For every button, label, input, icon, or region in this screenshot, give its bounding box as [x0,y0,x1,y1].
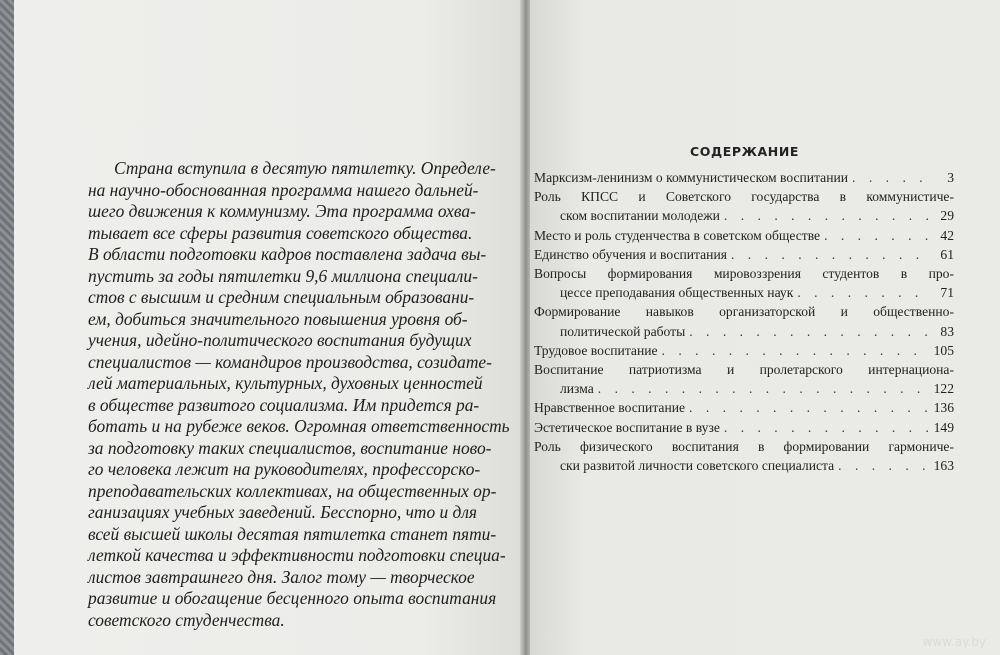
toc-entry-title: Единство обучения и воспитания [534,246,727,262]
toc-entry-line [534,264,954,283]
toc-entry-title: Нравственное воспитание [534,400,686,416]
toc-page-number: 136 [933,400,954,416]
toc-page-number: 71 [940,285,954,301]
toc-dot-leader [685,398,930,417]
toc-entry-title: Роль КПСС и Советского государства в коммунистиче- [534,189,954,205]
paragraph-line: В области подготовки кадров поставлена задача вы- [88,244,487,264]
toc-entry-line [534,302,954,321]
paragraph-line: го человека лежит на руководителях, профессорско- [88,459,481,479]
paragraph-line: шего движения к коммунизму. Эта программа охва- [88,201,476,221]
paragraph-line: леткой качества и эффективности подготовки специа- [88,545,506,565]
toc-page-number: 42 [940,227,954,243]
toc-entry-title: Вопросы формирования мировоззрения студентов в про- [534,266,954,282]
toc-dot-leader [720,206,930,225]
toc-entry-line [534,456,954,475]
toc-entry-line [534,226,954,245]
toc-entry-line [534,418,954,437]
toc-dot-leader [834,456,930,475]
toc-entry-title: Формирование навыков организаторской и общественно- [534,304,954,320]
toc-dot-leader [820,226,930,245]
toc-dot-leader [793,283,930,302]
toc-page-number: 163 [933,458,954,474]
toc-page-number: 61 [940,246,954,262]
toc-entry-title: лизма [560,381,594,397]
paragraph-line: развитие и обогащение бесценного опыта воспитания [88,588,497,608]
paragraph-line: ганизациях учебных заведений. Бесспорно, что и для [88,502,477,522]
toc-entry-line [534,283,954,302]
foreword-paragraph [88,158,510,631]
watermark: www.ay.by [922,635,986,649]
toc-dot-leader [658,341,930,360]
paragraph-line: ботать и на рубеже веков. Огромная ответственность [88,416,510,436]
paragraph-line: специалистов — командиров производства, созидате- [88,351,492,372]
paragraph-line: преподавательских коллективах, на общественных ор- [88,480,497,501]
toc-entry-line [534,379,954,398]
paragraph-line: Страна вступила в десятую пятилетку. Определе- [114,158,496,178]
toc-dot-leader [685,322,930,341]
table-of-contents [534,168,954,475]
paragraph-line: за подготовку таких специалистов, воспитание ново- [88,437,492,458]
toc-entry-title: Место и роль студенчества в советском обществе [534,227,821,243]
paragraph-line: на научно-обоснованная программа нашего дальней- [88,179,479,200]
toc-page-number: 29 [940,208,954,224]
toc-entry-line [534,168,954,187]
toc-page-number: 122 [933,381,954,397]
toc-entry-line [534,437,954,456]
toc-entry-line [534,322,954,341]
toc-entry-line [534,398,954,417]
toc-page-number: 105 [933,342,954,358]
toc-page-number: 83 [940,323,954,339]
toc-entry-title: Воспитание патриотизма и пролетарского интернациона- [534,362,954,378]
paragraph-line: стов с высшим и средним специальным образовани- [88,287,475,307]
toc-heading: СОДЕРЖАНИЕ [690,144,800,159]
paragraph-line: пустить за годы пятилетки 9,6 миллиона специали- [88,265,478,286]
toc-dot-leader [848,168,930,187]
paragraph-line: листов завтрашнего дня. Залог тому — творческое [88,566,475,587]
toc-entry-title: Трудовое воспитание [534,342,658,358]
toc-page-number: 3 [947,170,954,185]
toc-entry-line [534,360,954,379]
toc-dot-leader [720,418,930,437]
toc-page-number: 149 [933,419,954,435]
toc-entry-line [534,341,954,360]
toc-entry-line [534,206,954,225]
toc-entry-title: Эстетическое воспитание в вузе [534,419,720,435]
paragraph-line: учения, идейно-политического воспитания будущих [88,330,472,350]
toc-entry-title: цессе преподавания общественных наук [560,285,794,301]
toc-entry-title: ском воспитании молодежи [560,208,720,224]
toc-entry-title: ски развитой личности советского специалиста [560,458,835,474]
paragraph-line: всей высшей школы десятая пятилетка станет пяти- [88,523,497,544]
paragraph-line: советского студенчества. [88,609,285,630]
toc-entry-line [534,245,954,264]
paragraph-line: тывает все сферы развития советского общества. [88,222,473,243]
toc-entry-title: политической работы [560,323,686,339]
toc-dot-leader [727,245,930,264]
toc-entry-title: Роль физического воспитания в формировании гармониче- [534,438,954,454]
toc-entry-title: Марксизм-ленинизм о коммунистическом воспитании [534,170,849,185]
paragraph-line: ем, добиться значительного повышения уровня об- [88,308,468,329]
toc-dot-leader [594,379,930,398]
paragraph-line: в обществе развитого социализма. Им придется ра- [88,394,480,415]
paragraph-line: лей материальных, культурных, духовных ценностей [88,373,483,393]
toc-entry-line [534,187,954,206]
